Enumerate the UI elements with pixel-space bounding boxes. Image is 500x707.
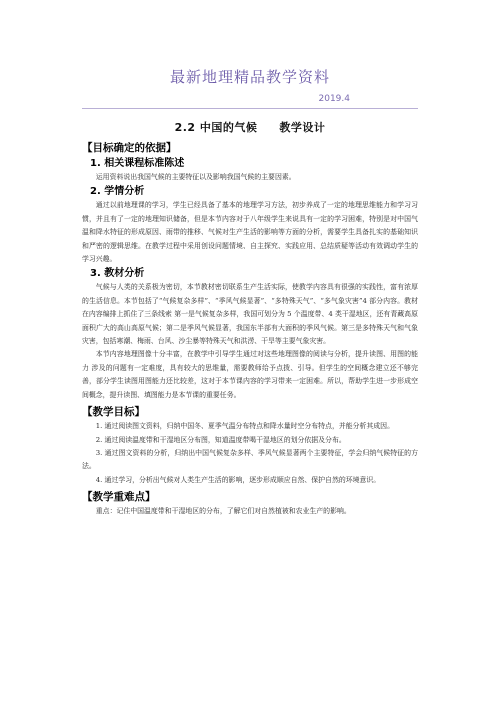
paragraph-material-2: 本节内容地理图像十分丰富，在教学中引导学生通过对这些地理图像的阅读与分析，提升读图、用图的能力 涉及的问题有一定难度，具有较大的思维量，需要教师给予点拨、引导。但学生的空间概念建立还不够完善，部分学生读图用图能力还比较差，这对于本节课内容的学习带来一定困难。所以，帮助学生进一步形成空间概念，提升读图、填图能力是本节课的重要任务。 <box>82 350 418 399</box>
paragraph-students: 通过以前地理课的学习，学生已经具备了基本的地理学习方法，初步养成了一定的地理思维能力和学习习惯，并且有了一定的地理知识储备，但是本节内容对于八年级学生来说具有一定的学习困难，特别是对中国气温和降水特征的形成原因、雨带的推移、气候对生产生活的影响等方面的分析，需要学生具备扎实的基础知识和严密的逻辑思维。在教学过程中采用创设问题情境、自主探究、实践应用、总结质疑等活动有效调动学生的学习兴趣。 <box>82 201 418 264</box>
site-header-title: 最新地理精品教学资料 <box>169 68 330 86</box>
document-body <box>82 138 418 519</box>
objective-item-1: 1. 通过阅读图文资料，归纳中国冬、夏季气温分布特点和降水量时空分布特点，并能分析其成因。 <box>95 422 394 431</box>
header-divider <box>82 108 418 109</box>
document-title <box>0 119 500 135</box>
subheading-material: 3. 教材分析 <box>90 268 145 280</box>
paragraph-material-1: 气候与人类的关系极为密切，本节教材密切联系生产生活实际，使教学内容具有很强的实践性，富有浓厚的生活信息。本节包括了“气候复杂多样”、“季风气候显著”、“多特殊天气”、“多气象灾害”4 部分内容。教材在内容编排上抓住了三条线索 第一是气候复杂多样，我国可划分为 5 个温度带、4 类干湿地区，还有青藏高原面积广大的高山高原气候；第二是季风气候显著，我国东半部有大面积的季风气候。第三是多特殊天气和气象灾害，包括寒潮、梅雨、台风、沙尘暴等特殊天气和洪涝、干旱等主要气象灾害。 <box>82 283 418 346</box>
paragraph-key-points: 重点：记住中国温度带和干湿地区的分布，了解它们对自然植被和农业生产的影响。 <box>95 507 351 516</box>
objective-item-2: 2. 通过阅读温度带和干湿地区分布图，知道温度带喝干湿地区的划分依据及分布。 <box>95 435 346 444</box>
document-title-type: 教学设计 <box>279 121 326 134</box>
section-heading-key-points: 【教学重难点】 <box>82 491 156 504</box>
objective-item-4: 4. 通过学习，分析出气候对人类生产生活的影响，逐步形成顺应自然、保护自然的环境意识。 <box>95 475 381 484</box>
section-heading-objectives: 【教学目标】 <box>82 406 145 419</box>
document-title-main: 2.2 中国的气候 <box>174 121 258 134</box>
objective-item-3: 3. 通过图文资料的分析，归纳出中国气候复杂多样、季风气候显著两个主要特征，学会归纳气候特征的方法。 <box>82 448 418 471</box>
subheading-curriculum: 1. 相关课程标准陈述 <box>90 158 185 169</box>
subheading-students: 2. 学情分析 <box>90 186 145 198</box>
header-date: 2019.4 <box>318 94 350 104</box>
paragraph-curriculum: 运用资料说出我国气候的主要特征以及影响我国气候的主要因素。 <box>95 173 296 181</box>
section-heading-basis: 【目标确定的依据】 <box>82 142 177 154</box>
